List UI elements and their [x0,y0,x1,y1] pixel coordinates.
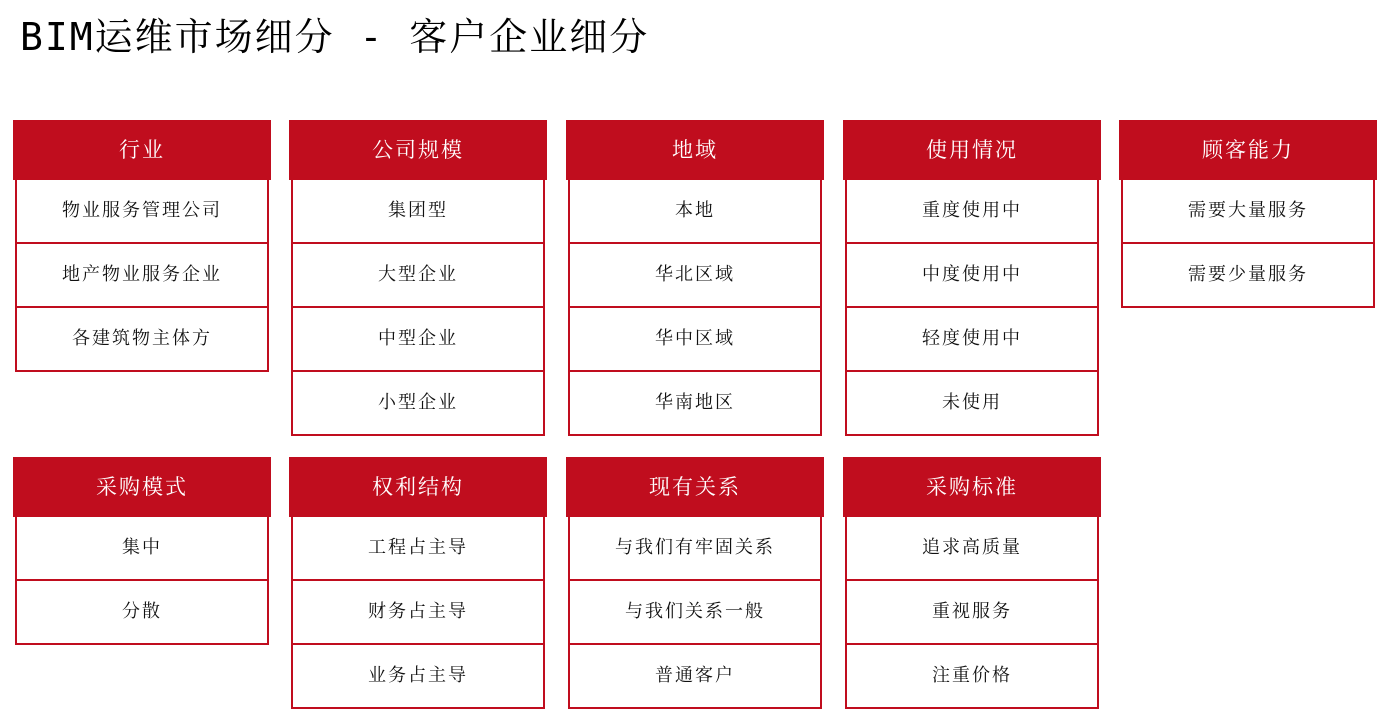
segment-item: 工程占主导 [291,517,545,581]
segment-existing-relationship [566,457,824,709]
segment-item: 重视服务 [845,581,1099,645]
segment-item: 注重价格 [845,645,1099,709]
segment-item: 地产物业服务企业 [15,244,269,308]
segment-customer-capability [1119,120,1377,308]
segment-item: 未使用 [845,372,1099,436]
segment-header: 行业 [13,120,271,180]
segment-header: 采购模式 [13,457,271,517]
segment-item: 大型企业 [291,244,545,308]
segment-purchase-criteria [843,457,1101,709]
segment-item: 普通客户 [568,645,822,709]
segment-header: 权利结构 [289,457,547,517]
segment-header: 公司规模 [289,120,547,180]
segment-header: 顾客能力 [1119,120,1377,180]
segment-header: 地域 [566,120,824,180]
segment-item: 中型企业 [291,308,545,372]
segment-power-structure [289,457,547,709]
segment-item: 华北区域 [568,244,822,308]
segment-header: 现有关系 [566,457,824,517]
page-title: BIM运维市场细分 - 客户企业细分 [20,15,650,59]
segment-item: 需要大量服务 [1121,180,1375,244]
segment-item: 追求高质量 [845,517,1099,581]
segment-item: 华中区域 [568,308,822,372]
segment-header: 采购标准 [843,457,1101,517]
segment-item: 财务占主导 [291,581,545,645]
segment-item: 集中 [15,517,269,581]
segment-item: 与我们有牢固关系 [568,517,822,581]
segment-item: 轻度使用中 [845,308,1099,372]
segment-item: 重度使用中 [845,180,1099,244]
segment-item: 与我们关系一般 [568,581,822,645]
segment-item: 物业服务管理公司 [15,180,269,244]
segment-item: 中度使用中 [845,244,1099,308]
segment-item: 各建筑物主体方 [15,308,269,372]
segment-item: 分散 [15,581,269,645]
segment-header: 使用情况 [843,120,1101,180]
segment-industry [13,120,271,372]
segment-item: 华南地区 [568,372,822,436]
segment-usage [843,120,1101,436]
segment-item: 小型企业 [291,372,545,436]
segment-item: 需要少量服务 [1121,244,1375,308]
segment-item: 集团型 [291,180,545,244]
segment-purchase-mode [13,457,271,645]
segment-region [566,120,824,436]
segment-item: 本地 [568,180,822,244]
segment-company-size [289,120,547,436]
segment-item: 业务占主导 [291,645,545,709]
